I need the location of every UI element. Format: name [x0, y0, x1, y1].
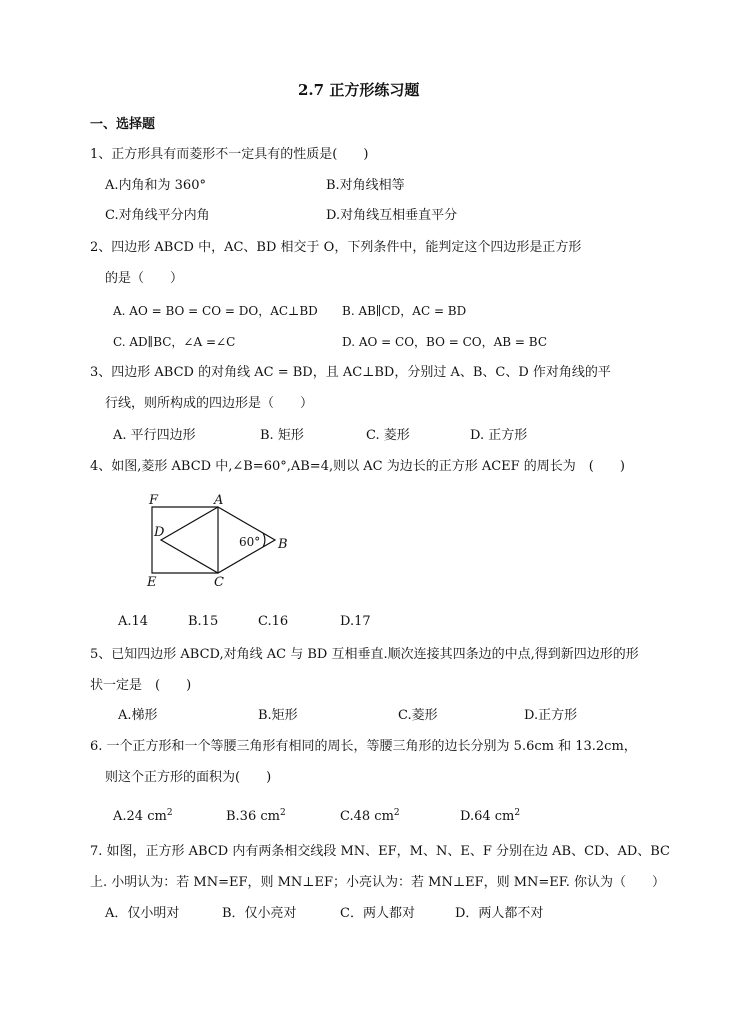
label-f: F	[149, 493, 159, 508]
question-1-option-d: D.对角线互相垂直平分	[326, 208, 458, 223]
question-6-stem-line-2: 则这个正方形的面积为( )	[105, 770, 272, 785]
question-4-option-c: C.16	[258, 614, 289, 629]
question-2-stem-line-1: 2、四边形 ABCD 中，AC、BD 相交于 O，下列条件中，能判定这个四边形是正方形	[90, 240, 582, 255]
question-1-stem: 1、正方形具有而菱形不一定具有的性质是( )	[90, 147, 369, 162]
label-b: B	[278, 537, 288, 552]
angle-b-arc	[263, 533, 265, 547]
label-angle-60: 60°	[239, 535, 261, 549]
rhombus-square-figure	[140, 490, 300, 590]
page-title: 2.7 正方形练习题	[298, 81, 420, 99]
question-5-option-c: C.菱形	[398, 708, 438, 723]
label-a: A	[214, 493, 224, 508]
question-2-option-d: D. AO = CO，BO = CO，AB = BC	[342, 335, 548, 349]
question-4-option-b: B.15	[188, 614, 219, 629]
question-7-option-d: D．两人都不对	[455, 906, 544, 921]
question-5-stem-line-1: 5、已知四边形 ABCD,对角线 AC 与 BD 互相垂直.顺次连接其四条边的中点,得到新四边形的形	[90, 647, 639, 662]
question-6-stem-line-1: 6. 一个正方形和一个等腰三角形有相同的周长，等腰三角形的边长分别为 5.6cm 和 13.2cm，	[90, 739, 637, 754]
question-3-stem-line-1: 3、四边形 ABCD 的对角线 AC = BD，且 AC⊥BD，分别过 A、B、C、D 作对角线的平	[90, 365, 611, 380]
question-7-stem-line-1: 7. 如图，正方形 ABCD 内有两条相交线段 MN、EF，M、N、E、F 分别在边 AB、CD、AD、BC	[90, 844, 671, 859]
question-6-option-a: A.24 $cm^2$	[113, 808, 173, 824]
question-2-stem-line-2: 的是（ ）	[105, 271, 184, 286]
question-1-option-a: A.内角和为 360°	[105, 178, 206, 193]
question-6-option-b: B.36 $cm^2$	[226, 808, 286, 824]
question-7-option-c: C．两人都对	[340, 906, 415, 921]
question-3-option-a: A. 平行四边形	[113, 428, 196, 443]
question-3-option-c: C. 菱形	[366, 428, 410, 443]
question-5-stem-line-2: 状一定是 ( )	[90, 678, 192, 693]
question-2-option-a: A. AO = BO = CO = DO，AC⊥BD	[113, 304, 318, 318]
question-3-option-b: B. 矩形	[260, 428, 304, 443]
question-5-option-b: B.矩形	[258, 708, 298, 723]
question-2-option-b: B. AB∥CD，AC = BD	[342, 304, 467, 318]
question-6-option-c: C.48 $cm^2$	[340, 808, 400, 824]
question-4-option-a: A.14	[118, 614, 149, 629]
question-7-option-a: A．仅小明对	[105, 906, 180, 921]
label-c: C	[214, 575, 224, 590]
question-2-option-c: C. AD∥BC，∠A =∠C	[113, 335, 236, 349]
question-3-stem-line-2: 行线，则所构成的四边形是（ ）	[105, 396, 314, 411]
question-5-option-a: A.梯形	[118, 708, 158, 723]
label-d: D	[154, 525, 165, 540]
label-e: E	[147, 575, 157, 590]
question-7-option-b: B．仅小亮对	[222, 906, 297, 921]
section-heading: 一、选择题	[90, 117, 156, 132]
question-3-option-d: D. 正方形	[470, 428, 528, 443]
question-6-option-d: D.64 $cm^2$	[460, 808, 521, 824]
question-1-option-b: B.对角线相等	[326, 178, 405, 193]
question-7-stem-line-2: 上. 小明认为：若 MN=EF，则 MN⊥EF；小亮认为：若 MN⊥EF，则 MN=EF. 你认为（ ）	[90, 875, 666, 890]
question-4-option-d: D.17	[340, 614, 371, 629]
question-4-stem: 4、如图,菱形 ABCD 中,∠B=60°,AB=4,则以 AC 为边长的正方形 ACEF 的周长为 ( )	[90, 459, 625, 474]
question-5-option-d: D.正方形	[524, 708, 578, 723]
question-1-option-c: C.对角线平分内角	[105, 208, 210, 223]
